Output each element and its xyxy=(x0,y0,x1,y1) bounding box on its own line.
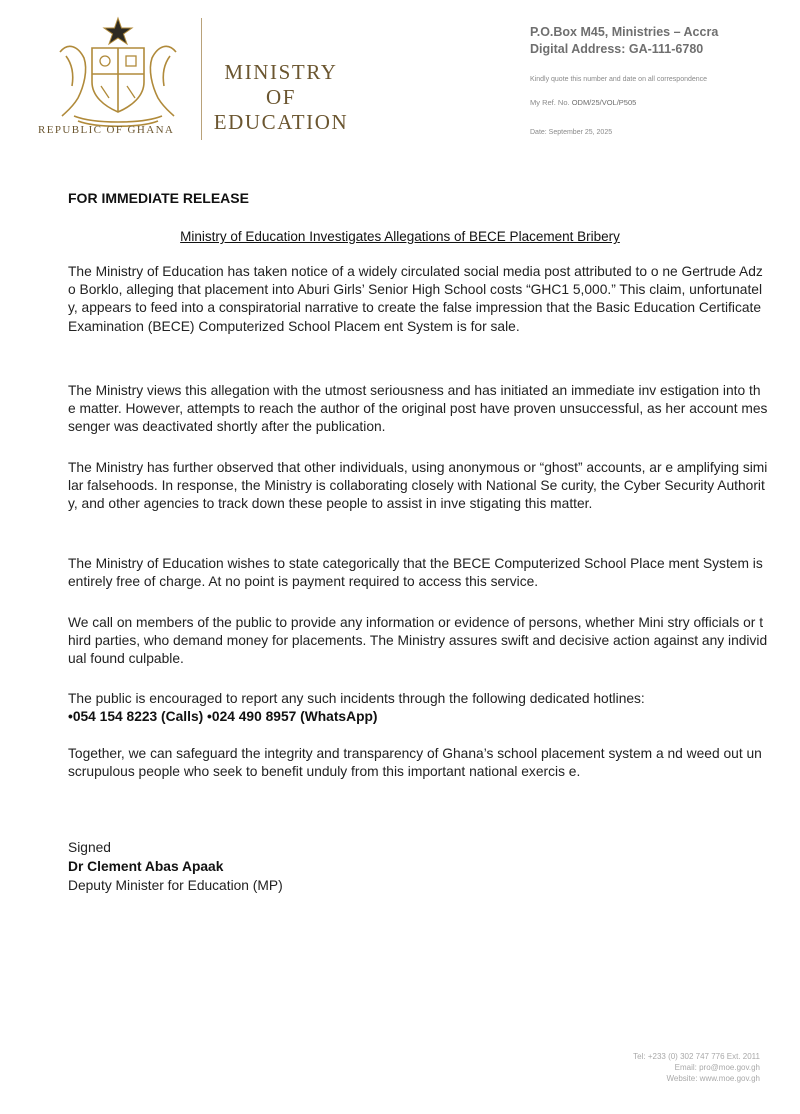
po-box: P.O.Box M45, Ministries – Accra xyxy=(530,25,719,39)
footer-telephone: Tel: +233 (0) 302 747 776 Ext. 2011 xyxy=(633,1052,760,1061)
paragraph-4: The Ministry of Education wishes to state categorically that the BECE Computerized School Place ment System is entirely free of charge. At no point is payment required to access this service. xyxy=(68,556,763,590)
paragraph-1: The Ministry of Education has taken notice of a widely circulated social media post attributed to o ne Gertrude Adzo Borklo, alleging that placement into Aburi Girls’ Senior High School costs “GHC1 5,000.” This claim, unfortunately, appears to feed into a conspiratorial narrative to create the false impression that the Basic Education Certificate Examination (BECE) Computerized School Placem ent System is for sale. xyxy=(68,264,763,334)
paragraph-2: The Ministry views this allegation with the utmost seriousness and has initiated an immediate inv estigation into the matter. However, attempts to reach the author of the original post have proven unsuccessful, as her account messenger was deactivated shortly after the publication. xyxy=(68,383,768,435)
paragraph-3: The Ministry has further observed that other individuals, using anonymous or “ghost” accounts, ar e amplifying similar falsehoods. In response, the Ministry is collaborating closely with National Se curity, the Cyber Security Authority, and other agencies to track down these people to assist in inve stigating this matter. xyxy=(68,460,768,512)
footer-contacts xyxy=(500,1051,760,1084)
ministry-line-1: MINISTRY xyxy=(224,60,338,84)
hotlines-intro: The public is encouraged to report any such incidents through the following dedicated hotlines: xyxy=(68,691,645,706)
paragraph-7: Together, we can safeguard the integrity and transparency of Ghana’s school placement system a nd weed out unscrupulous people who seek to benefit unduly from this important national exercis e. xyxy=(68,746,762,780)
digital-address: Digital Address: GA-111-6780 xyxy=(530,42,704,56)
signature-block xyxy=(68,838,283,895)
reference-label: My Ref. No. xyxy=(530,98,570,107)
reference-number xyxy=(530,98,790,107)
ministry-name xyxy=(206,60,356,135)
ministry-line-3: EDUCATION xyxy=(213,110,349,134)
hotline-numbers: •054 154 8223 (Calls) •024 490 8957 (WhatsApp) xyxy=(68,709,378,725)
republic-of-ghana-label: REPUBLIC OF GHANA xyxy=(38,124,175,136)
release-label: FOR IMMEDIATE RELEASE xyxy=(68,190,249,206)
reference-value: ODM/25/VOL/P505 xyxy=(571,98,637,107)
paragraph-6 xyxy=(68,690,768,726)
letter-date: Date: September 25, 2025 xyxy=(530,129,613,136)
subject-heading: Ministry of Education Investigates Allegations of BECE Placement Bribery xyxy=(180,229,620,244)
letterhead-divider xyxy=(201,18,202,140)
letterhead-address xyxy=(530,24,790,136)
ghana-coat-of-arms-icon xyxy=(48,12,188,130)
signatory-title: Deputy Minister for Education (MP) xyxy=(68,878,283,893)
signatory-name: Dr Clement Abas Apaak xyxy=(68,859,224,874)
paragraph-5: We call on members of the public to provide any information or evidence of persons, whether Mini stry officials or third parties, who demand money for placements. The Ministry assures swift and decisive action against any individual found culpable. xyxy=(68,615,768,667)
quote-note: Kindly quote this number and date on all correspondence xyxy=(530,76,708,83)
ministry-line-2: OF xyxy=(265,85,297,109)
signed-label: Signed xyxy=(68,840,111,855)
footer-website: Website: www.moe.gov.gh xyxy=(666,1074,760,1083)
footer-email: Email: pro@moe.gov.gh xyxy=(674,1063,760,1072)
